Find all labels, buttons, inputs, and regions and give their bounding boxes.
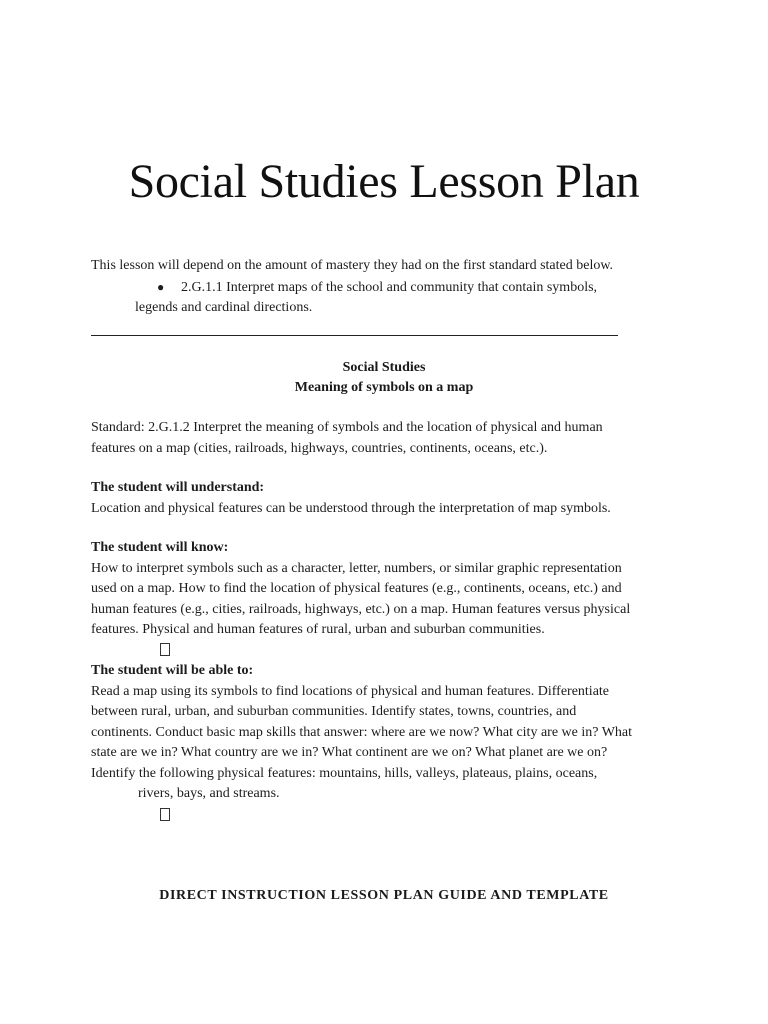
able-line: state are we in? What country are we in? What continent are we on? What planet are we on? <box>91 745 608 760</box>
section-subject: Social Studies <box>342 360 426 375</box>
able-line: between rural, urban, and suburban communities. Identify states, towns, countries, and <box>91 704 577 719</box>
able-heading: The student will be able to: <box>91 663 254 678</box>
intro-text: This lesson will depend on the amount of mastery they had on the first standard stated below. <box>91 258 614 273</box>
intro-paragraph <box>91 256 691 277</box>
horizontal-rule <box>91 335 618 336</box>
know-heading: The student will know: <box>91 540 229 555</box>
bullet-marker: ● <box>157 280 165 294</box>
standard-line-2: features on a map (cities, railroads, highways, countries, continents, oceans, etc.). <box>91 440 548 456</box>
footer-heading: DIRECT INSTRUCTION LESSON PLAN GUIDE AND TEMPLATE <box>159 888 609 903</box>
able-line: continents. Conduct basic map skills that answer: where are we now? What city are we in? What <box>91 724 633 740</box>
know-line: human features (e.g., cities, railroads, highways, etc.) on a map. Human features versus physical <box>91 601 631 617</box>
bullet-item <box>157 277 757 298</box>
know-line: features. Physical and human features of rural, urban and suburban communities. <box>91 622 545 637</box>
document-title: Social Studies Lesson Plan <box>128 155 640 208</box>
understand-heading: The student will understand: <box>91 480 265 495</box>
bullet-line-2: legends and cardinal directions. <box>135 300 313 315</box>
bullet-continuation <box>135 298 735 319</box>
missing-glyph-icon <box>160 643 170 656</box>
able-line: Read a map using its symbols to find locations of physical and human features. Differentiate <box>91 683 610 699</box>
understand-section <box>91 478 691 519</box>
know-line: used on a map. How to find the location of physical features (e.g., continents, oceans, etc.) and <box>91 581 622 596</box>
standard-line-1: Standard: 2.G.1.2 Interpret the meaning of symbols and the location of physical and human <box>91 420 603 435</box>
know-section <box>91 538 691 641</box>
understand-text: Location and physical features can be understood through the interpretation of map symbols. <box>91 500 611 516</box>
standard-paragraph <box>91 418 691 459</box>
bullet-line-1: 2.G.1.1 Interpret maps of the school and community that contain symbols, <box>181 280 598 295</box>
missing-glyph-icon <box>160 808 170 821</box>
know-line: How to interpret symbols such as a character, letter, numbers, or similar graphic representation <box>91 560 622 576</box>
able-section <box>91 661 691 805</box>
able-line: Identify the following physical features: mountains, hills, valleys, plateaus, plains, oceans, <box>91 765 598 781</box>
section-topic: Meaning of symbols on a map <box>294 380 474 395</box>
able-line: rivers, bays, and streams. <box>138 786 280 801</box>
